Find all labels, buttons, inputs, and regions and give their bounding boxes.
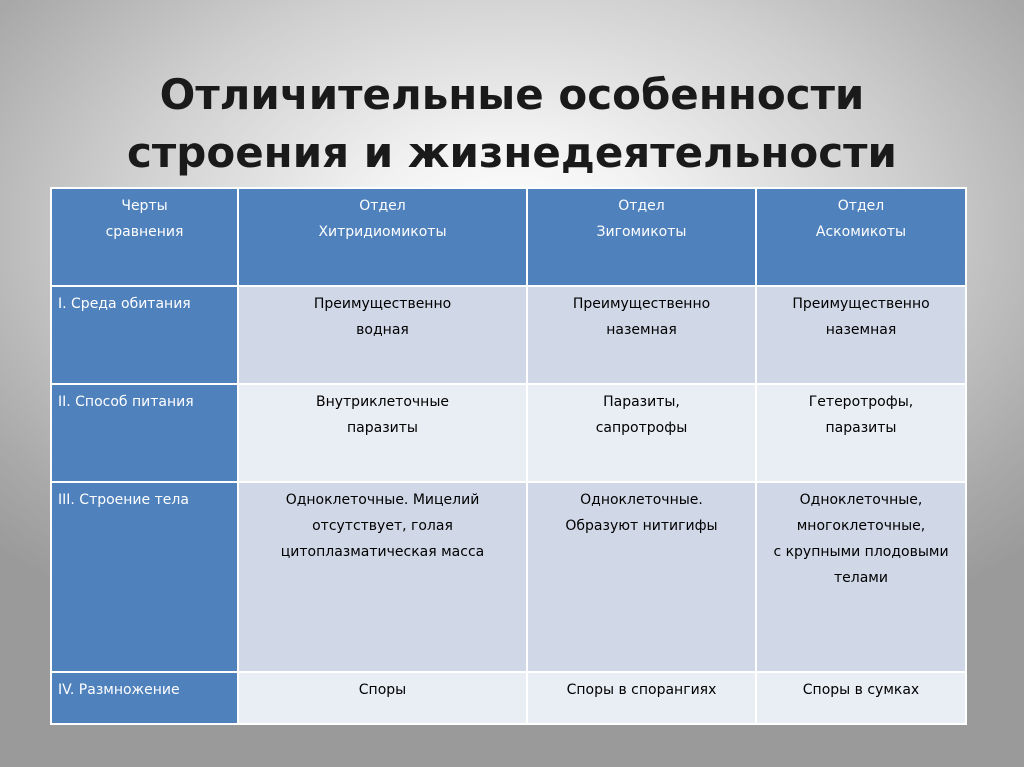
cell-line: Образуют нитигифы [565, 518, 718, 534]
cell-line: водная [356, 322, 409, 338]
table-cell [238, 672, 527, 724]
table-row [51, 672, 966, 724]
table-cell [238, 286, 527, 384]
cell-line: Споры в сумках [802, 682, 920, 698]
cell-line: Преимущественно [313, 296, 452, 312]
comparison-table [50, 187, 967, 725]
cell-line: наземная [606, 322, 677, 338]
slide-title [0, 66, 1024, 182]
row-label-habitat: I. Среда обитания [51, 286, 238, 384]
header-row [51, 188, 966, 286]
cell-line: Преимущественно [792, 296, 930, 312]
cell-line: Внутриклеточные [315, 394, 449, 410]
cell-line: Паразиты, [603, 394, 680, 410]
header-chytridiomycota-line-1: Отдел [359, 198, 406, 214]
cell-line: Одноклеточные, [799, 492, 923, 508]
header-chytridiomycota [238, 188, 527, 286]
cell-line: Споры в спорангиях [566, 682, 717, 698]
header-ascomycota [756, 188, 966, 286]
table-cell [756, 384, 966, 482]
cell-line: сапротрофы [595, 420, 688, 436]
header-criteria [51, 188, 238, 286]
cell-line: Преимущественно [572, 296, 711, 312]
table-cell [756, 286, 966, 384]
cell-line: Одноклеточные. [580, 492, 703, 508]
row-label-reproduction: IV. Размножение [51, 672, 238, 724]
slide-title-line-2: строения и жизнедеятельности [127, 128, 897, 178]
table-cell [527, 672, 756, 724]
header-zygomycota-line-2: Зигомикоты [596, 224, 687, 240]
cell-line: паразиты [347, 420, 418, 436]
cell-line: Одноклеточные. Мицелий [285, 492, 480, 508]
row-label-nutrition: II. Способ питания [51, 384, 238, 482]
table-cell [527, 286, 756, 384]
table-cell [527, 384, 756, 482]
header-ascomycota-line-2: Аскомикоты [815, 224, 907, 240]
cell-line: Споры [358, 682, 407, 698]
header-chytridiomycota-line-2: Хитридиомикоты [318, 224, 447, 240]
slide-title-line-1: Отличительные особенности [159, 70, 865, 120]
cell-line: Гетеротрофы, [808, 394, 914, 410]
table-cell [238, 384, 527, 482]
table-row [51, 482, 966, 672]
header-zygomycota-line-1: Отдел [618, 198, 665, 214]
cell-line: наземная [825, 322, 897, 338]
table-cell [756, 672, 966, 724]
table-cell [756, 482, 966, 672]
cell-line: многоклеточные, [796, 518, 926, 534]
header-ascomycota-line-1: Отдел [837, 198, 885, 214]
table-cell [527, 482, 756, 672]
cell-line: паразиты [825, 420, 897, 436]
cell-line: телами [834, 570, 888, 586]
cell-line: цитоплазматическая масса [280, 544, 485, 560]
header-criteria-line-2: сравнения [105, 224, 184, 240]
header-zygomycota [527, 188, 756, 286]
row-label-body-structure: III. Строение тела [51, 482, 238, 672]
cell-line: с крупными плодовыми [773, 544, 949, 560]
header-criteria-line-1: Черты [121, 198, 168, 214]
cell-line: отсутствует, голая [312, 518, 453, 534]
table-cell [238, 482, 527, 672]
table-row [51, 384, 966, 482]
table-row [51, 286, 966, 384]
